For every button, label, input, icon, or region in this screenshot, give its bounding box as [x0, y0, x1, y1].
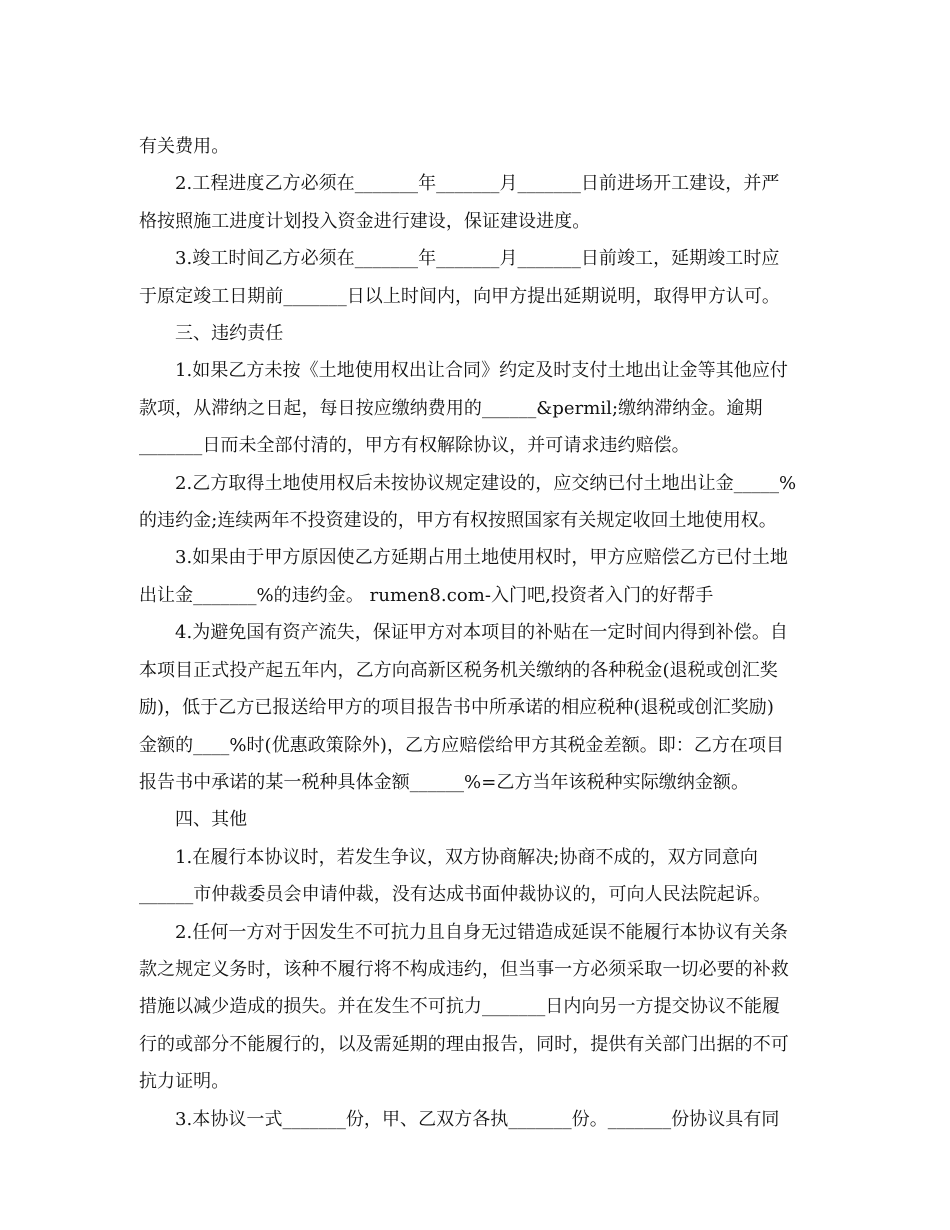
line-3: 格按照施工进度计划投入资金进行建设，保证建设进度。 — [139, 210, 591, 232]
line-21: ______市仲裁委员会申请仲裁，没有达成书面仲裁协议的，可向人民法院起诉。 — [139, 884, 771, 906]
line-17: 金额的____%时(优惠政策除外)，乙方应赔偿给甲方其税金差额。即：乙方在项目 — [139, 734, 785, 756]
line-27: 3.本协议一式_______份，甲、乙双方各执_______份。_______份协议具有同 — [175, 1108, 780, 1130]
section-heading-other: 四、其他 — [175, 809, 248, 831]
line-4: 3.竣工时间乙方必须在_______年_______月_______日前竣工，延期竣工时应 — [175, 248, 780, 270]
line-26: 抗力证明。 — [139, 1071, 230, 1093]
line-13: 出让金_______%的违约金。 rumen8.com-入门吧,投资者入门的好帮手 — [139, 584, 714, 606]
line-22: 2.任何一方对于因发生不可抗力且自身无过错造成延误不能履行本协议有关条 — [175, 921, 788, 943]
line-8: 款项，从滞纳之日起，每日按应缴纳费用的______&permil;缴纳滞纳金。逾期 — [139, 397, 763, 419]
section-heading-breach: 三、违约责任 — [175, 323, 284, 345]
line-24: 措施以减少造成的损失。并在发生不可抗力_______日内向另一方提交协议不能履 — [139, 996, 780, 1018]
line-10: 2.乙方取得土地使用权后未按协议规定建设的，应交纳已付土地出让金_____% — [175, 472, 797, 494]
line-1: 有关费用。 — [139, 136, 230, 157]
line-25: 行的或部分不能履行的，以及需延期的理由报告，同时，提供有关部门出据的不可 — [139, 1033, 789, 1055]
line-23: 款之规定义务时，该种不履行将不构成违约，但当事一方必须采取一切必要的补救 — [139, 958, 789, 980]
line-12: 3.如果由于甲方原因使乙方延期占用土地使用权时，甲方应赔偿乙方已付土地 — [175, 547, 788, 569]
document-body — [139, 128, 811, 1138]
line-18: 报告书中承诺的某一税种具体金额______%=乙方当年该税种实际缴纳金额。 — [139, 771, 750, 793]
line-15: 本项目正式投产起五年内，乙方向高新区税务机关缴纳的各种税金(退税或创汇奖 — [139, 659, 778, 681]
line-5: 于原定竣工日期前_______日以上时间内，向甲方提出延期说明，取得甲方认可。 — [139, 285, 780, 307]
line-20: 1.在履行本协议时，若发生争议，双方协商解决;协商不成的，双方同意向 — [175, 846, 758, 868]
line-7: 1.如果乙方未按《土地使用权出让合同》约定及时支付土地出让金等其他应付 — [175, 360, 788, 382]
line-11: 的违约金;连续两年不投资建设的，甲方有权按照国家有关规定收回土地使用权。 — [139, 510, 777, 532]
line-2: 2.工程进度乙方必须在_______年_______月_______日前进场开工建设，并严 — [175, 173, 780, 195]
line-16: 励)，低于乙方已报送给甲方的项目报告书中所承诺的相应税种(退税或创汇奖励) — [139, 697, 774, 719]
line-9: _______日而未全部付清的，甲方有权解除协议，并可请求违约赔偿。 — [139, 435, 690, 457]
line-14: 4.为避免国有资产流失，保证甲方对本项目的补贴在一定时间内得到补偿。自 — [175, 622, 788, 644]
